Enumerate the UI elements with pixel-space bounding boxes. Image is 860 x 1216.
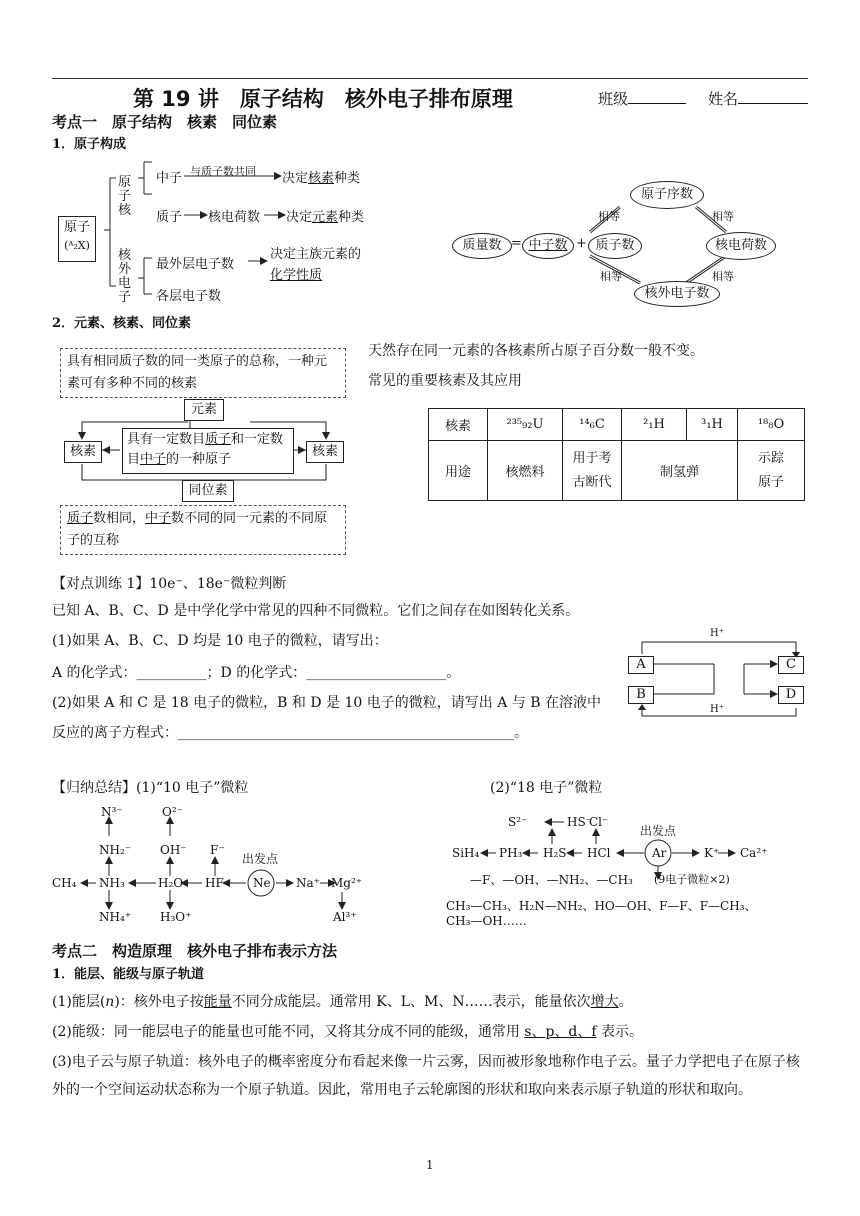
nuclides-table (428, 408, 805, 501)
common-nuclides-note: 常见的重要核素及其应用 (368, 373, 522, 389)
nuclide-h3: ³₁H (687, 409, 738, 441)
al3-plus: Al³⁺ (333, 910, 357, 924)
nucleus-label: 原 子 核 (118, 175, 132, 218)
cl-minus: Cl⁻ (589, 815, 609, 829)
neutron-result: 决定核素种类 (282, 171, 361, 186)
nh3: NH₃ (99, 876, 125, 890)
nh2-minus: NH₂⁻ (99, 843, 132, 857)
eighteen-electron-arrows (450, 810, 790, 880)
hf: HF (205, 876, 224, 890)
use-c14: 用于考 古断代 (563, 441, 622, 501)
atom-symbol: (ᴬ₂X) (64, 239, 90, 252)
element-definition-text: 具有相同质子数的同一类原子的总称，一种元素可有多种不同的核素 (67, 354, 328, 391)
nuclide-o18: ¹⁸₈O (738, 409, 805, 441)
ca2-plus: Ca²⁺ (740, 846, 768, 860)
use-hydrogen-bomb: 制氢弹 (622, 441, 738, 501)
electron-count-oval (634, 281, 720, 307)
na-plus: Na⁺ (296, 876, 320, 890)
proton-result2: 决定元素种类 (286, 210, 365, 225)
natural-note: 天然存在同一元素的各核素所占原子百分数一般不变。 (368, 343, 704, 359)
exercise-q1: (1)如果 A、B、C、D 均是 10 电子的微粒，请写出： (52, 633, 388, 649)
mass-number: 质量数 (462, 238, 502, 253)
node-b: B (628, 686, 654, 704)
h-plus-top: H⁺ (710, 628, 724, 639)
neutron-count: 中子数 (528, 238, 568, 253)
proton-count-oval (588, 233, 642, 259)
summary-title: 【归纳总结】(1)“10 电子”微粒 (52, 780, 249, 796)
exercise-q1a: A 的化学式：__________；D 的化学式：____________________。 (52, 665, 461, 681)
nuclide-u235: ²³⁵₉₂U (488, 409, 563, 441)
section1-heading: 考点一 原子结构 核素 同位素 (52, 113, 278, 131)
mg2-plus: Mg²⁺ (331, 876, 363, 890)
atomic-number: 原子序数 (640, 187, 693, 202)
page-number: 1 (426, 1158, 434, 1172)
start-point-10: 出发点 (242, 852, 279, 866)
outer-result1: 决定主族元素的 (270, 247, 362, 262)
n3-minus: N³⁻ (101, 805, 123, 819)
section2-p2: (2)能级：同一能层电子的能量也可能不同，又将其分成不同的能级，通常用 s、p、d、f 表示。 (52, 1024, 644, 1040)
nine-electron-note: (9电子微粒×2) (654, 873, 730, 886)
ch4: CH₄ (52, 876, 77, 890)
node-a: A (628, 656, 654, 674)
eighteen-line1: CH₃—CH₃、H₂N—NH₂、HO—OH、F—F、F—CH₃、 (446, 899, 757, 913)
table-header-nuclide: 核素 (429, 409, 488, 441)
h2o: H₂O (158, 876, 184, 890)
groups-9e: —F、—OH、—NH₂、—CH₃ (470, 873, 633, 887)
use-u235: 核燃料 (488, 441, 563, 501)
hs-minus: HS⁻ (567, 815, 593, 829)
top-rule (52, 78, 808, 79)
name-label: 姓名 (708, 88, 808, 109)
proton-count: 质子数 (595, 238, 635, 253)
element-box: 元素 (184, 399, 224, 421)
exercise-intro: 已知 A、B、C、D 是中学化学中常见的四种不同微粒。它们之间存在如图转化关系。 (52, 603, 580, 619)
mass-number-oval (452, 233, 512, 259)
nuclide-h2: ²₁H (622, 409, 687, 441)
ph3: PH₃ (499, 846, 523, 860)
isotope-definition: 质子数相同，中子数不同的同一元素的不同原子的互称 (60, 505, 346, 555)
proton-label: 质子 (156, 210, 183, 225)
node-c: C (778, 656, 804, 674)
h3o-plus: H₃O⁺ (160, 910, 192, 924)
section1-sub2: 2．元素、核素、同位素 (52, 316, 192, 331)
nuclide-definition-box: 具有一定数目质子和一定数目中子的一种原子 (122, 428, 294, 474)
element-definition (60, 348, 346, 398)
section1-sub1: 1．原子构成 (52, 137, 127, 152)
table-header-use: 用途 (429, 441, 488, 501)
page-title: 第 19 讲 原子结构 核外电子排布原理 (133, 87, 513, 111)
h-plus-bottom: H⁺ (710, 704, 724, 715)
isotope-box: 同位素 (182, 480, 234, 502)
shell-label: 核 外 电 子 (118, 248, 132, 305)
neutron-note: 与质子数共同 (190, 165, 256, 178)
node-d: D (778, 686, 804, 704)
equal-label-3: 相等 (600, 270, 622, 283)
section2-heading: 考点二 构造原理 核外电子排布表示方法 (52, 942, 338, 960)
f-minus: F⁻ (210, 843, 225, 857)
outer-result2: 化学性质 (270, 268, 323, 283)
k-plus: K⁺ (704, 846, 720, 860)
class-label: 班级 (598, 88, 686, 109)
section2-p3: (3)电子云与原子轨道：核外电子的概率密度分布看起来像一片云雾，因而被形象地称作电子云。量子力学把电子在原子核外的一个空间运动状态称为一个原子轨道。因此，常用电子云轮廓图的形状和取向来表示原子轨道的形状和取向。 (52, 1054, 800, 1098)
oh-minus: OH⁻ (160, 843, 187, 857)
exercise-title: 【对点训练 1】10e⁻、18e⁻微粒判断 (52, 576, 287, 592)
atomic-number-oval (630, 181, 704, 209)
o2-minus: O²⁻ (162, 805, 183, 819)
s2-minus: S²⁻ (508, 815, 528, 829)
nuclide-right-box: 核素 (306, 441, 344, 463)
nh4-plus: NH₄⁺ (99, 910, 132, 924)
atom-box (58, 216, 96, 262)
electron-count: 核外电子数 (644, 286, 710, 301)
h2s: H₂S (543, 846, 567, 860)
ne: Ne (253, 876, 271, 890)
section2-sub1: 1．能层、能级与原子轨道 (52, 967, 205, 982)
each-layer: 各层电子数 (156, 289, 222, 304)
ar: Ar (652, 846, 667, 860)
equal-label-2: 相等 (712, 210, 734, 223)
summary-title-18: (2)“18 电子”微粒 (490, 780, 603, 796)
section2-p1: (1)能层(n)：核外电子按能量不同分成能层。通常用 K、L、M、N……表示，能量依次增大。 (52, 994, 633, 1010)
equal-label-1: 相等 (598, 210, 620, 223)
proton-result1: 核电荷数 (208, 210, 261, 225)
plus-sign: + (576, 236, 587, 251)
hcl: HCl (587, 846, 611, 860)
sih4: SiH₄ (452, 846, 480, 860)
start-point-18: 出发点 (640, 824, 677, 838)
outer-electrons: 最外层电子数 (156, 257, 235, 272)
atom-label: 原子 (63, 220, 90, 235)
exercise-q2a: (2)如果 A 和 C 是 18 电子的微粒，B 和 D 是 10 电子的微粒，请写出 A 与 B 在溶液中 (52, 695, 601, 711)
nuclide-c14: ¹⁴₆C (563, 409, 622, 441)
equal-label-4: 相等 (712, 270, 734, 283)
neutron-label: 中子 (156, 171, 183, 186)
use-o18: 示踪 原子 (738, 441, 805, 501)
nuclear-charge-oval (706, 232, 776, 260)
equals-sign: = (511, 236, 522, 251)
exercise-q2b: 反应的离子方程式：________________________________________________。 (52, 725, 528, 741)
nuclear-charge: 核电荷数 (714, 238, 767, 253)
eighteen-line2: CH₃—OH…… (446, 914, 527, 928)
neutron-count-oval (522, 233, 574, 259)
nuclide-left-box: 核素 (64, 441, 102, 463)
